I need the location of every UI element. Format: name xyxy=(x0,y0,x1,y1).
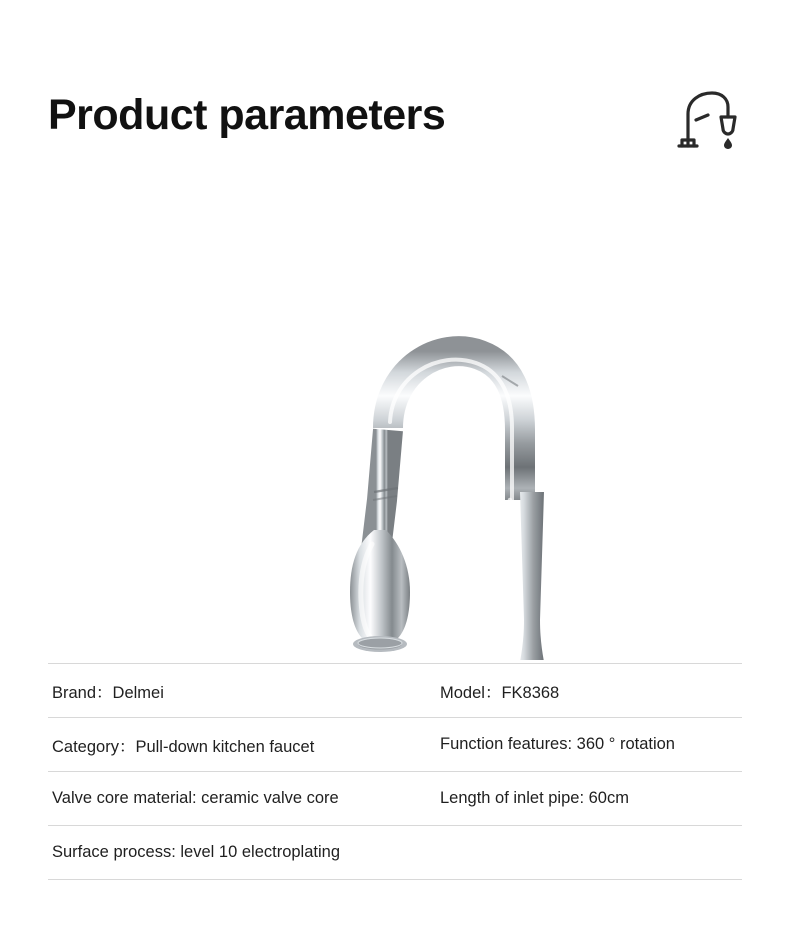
spec-model: Model：FK8368 xyxy=(440,683,560,702)
spec-category: Category：Pull-down kitchen faucet xyxy=(52,737,315,756)
spec-function-features: Function features: 360 ° rotation xyxy=(440,735,675,753)
page-title: Product parameters xyxy=(48,91,446,139)
product-faucet-image xyxy=(150,200,570,660)
table-row xyxy=(48,772,742,826)
faucet-icon xyxy=(672,84,742,156)
page-header xyxy=(48,86,742,156)
spec-inlet-pipe-length: Length of inlet pipe: 60cm xyxy=(440,789,629,807)
spec-brand: Brand：Delmei xyxy=(52,683,164,702)
table-row xyxy=(48,718,742,772)
table-row xyxy=(48,664,742,718)
table-row xyxy=(48,826,742,880)
spec-table xyxy=(48,663,742,880)
product-image-area xyxy=(0,180,790,660)
spec-valve-core-material: Valve core material: ceramic valve core xyxy=(52,789,339,807)
spec-surface-process: Surface process: level 10 electroplating xyxy=(52,843,340,861)
